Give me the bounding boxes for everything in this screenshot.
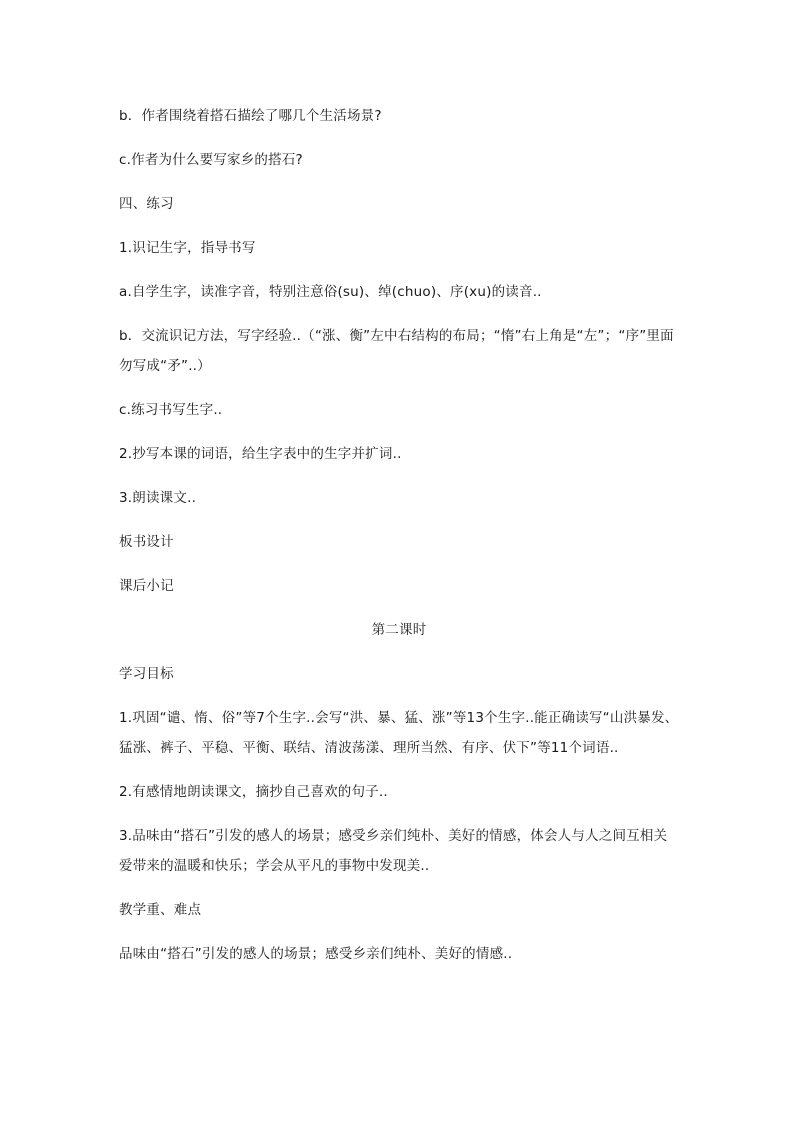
key-point-text: 品味由“搭石”引发的感人的场景；感受乡亲们纯朴、美好的情感.. bbox=[119, 946, 513, 962]
question-b-scenes: b．作者围绕着搭石描绘了哪几个生活场景? bbox=[119, 108, 382, 124]
objective-1: 1.巩固“谴、惰、俗”等7个生字..会写“洪、暴、猛、涨”等13个生字..能正确读写“山洪暴发、猛涨、裤子、平稳、平衡、联结、清波荡漾、理所当然、有序、伏下”等11个词语.. bbox=[119, 710, 679, 756]
objective-2: 2.有感情地朗读课文，摘抄自己喜欢的句子.. bbox=[119, 784, 388, 800]
section-heading-practice: 四、练习 bbox=[119, 196, 174, 212]
practice-item-1b: b．交流识记方法，写字经验..（“涨、衡”左中右结构的布局；“惰”右上角是“左”；“序”里面勿写成“矛”..） bbox=[119, 328, 674, 374]
question-c-why: c.作者为什么要写家乡的搭石? bbox=[119, 152, 303, 168]
practice-item-3: 3.朗读课文.. bbox=[119, 490, 197, 506]
document-body bbox=[119, 101, 679, 983]
heading-key-difficult-points: 教学重、难点 bbox=[119, 902, 202, 918]
heading-after-class-notes: 课后小记 bbox=[119, 578, 174, 594]
heading-learning-objectives: 学习目标 bbox=[119, 666, 174, 682]
heading-board-design: 板书设计 bbox=[119, 534, 174, 550]
objective-3: 3.品味由“搭石”引发的感人的场景；感受乡亲们纯朴、美好的情感，体会人与人之间互相关爱带来的温暖和快乐；学会从平凡的事物中发现美.. bbox=[119, 828, 668, 874]
practice-item-1a: a.自学生字，读准字音，特别注意俗(su)、绰(chuo)、序(xu)的读音.. bbox=[119, 284, 542, 300]
practice-item-2: 2.抄写本课的词语，给生字表中的生字并扩词.. bbox=[119, 446, 402, 462]
practice-item-1c: c.练习书写生字.. bbox=[119, 402, 223, 418]
lesson-two-title: 第二课时 bbox=[371, 622, 427, 638]
practice-item-1: 1.识记生字，指导书写 bbox=[119, 240, 256, 256]
